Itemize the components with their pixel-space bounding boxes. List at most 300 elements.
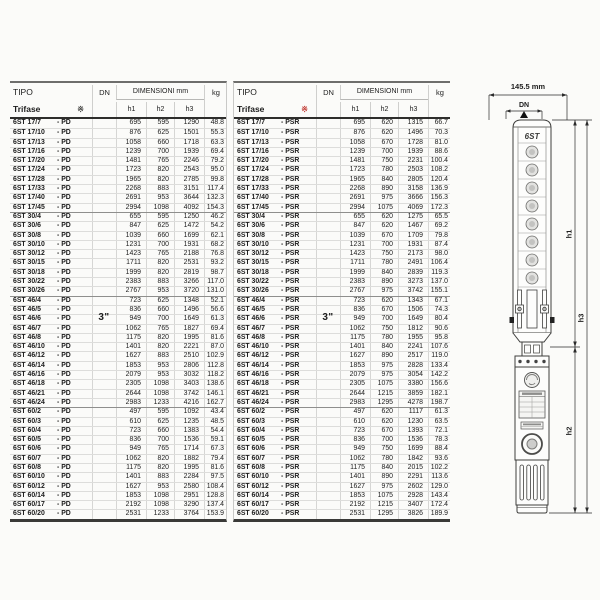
h1-cell: 723 [340, 427, 370, 435]
trifase-label: Trifase ※ [234, 102, 316, 117]
dn-cell [316, 250, 340, 258]
h2-cell: 975 [370, 194, 398, 202]
h2-cell: 700 [370, 436, 398, 444]
table-row [234, 156, 450, 165]
h2-cell: 700 [370, 148, 398, 156]
model-cell: 6ST 17/20 - PD [13, 157, 71, 165]
h1-cell: 2305 [116, 380, 146, 388]
model-cell: 6ST 17/45 - PSR [237, 203, 300, 211]
table-pd-body [10, 119, 226, 519]
kg-cell: 69.2 [428, 222, 451, 230]
model-cell: 6ST 46/16 - PSR [237, 371, 300, 379]
kg-cell: 67.1 [428, 297, 451, 305]
kg-cell: 48.5 [204, 418, 227, 426]
h2-cell: 625 [146, 222, 174, 230]
kg-cell: 131.0 [204, 287, 227, 295]
model-cell: 6ST 46/6 - PD [13, 315, 71, 323]
h1-cell: 1039 [116, 232, 146, 240]
h1-cell: 1039 [340, 232, 370, 240]
h2-cell: 620 [370, 119, 398, 128]
table-row [10, 324, 226, 333]
dn-cell [316, 241, 340, 249]
model-cell: 6ST 60/10 - PD [13, 473, 71, 481]
table-row [234, 212, 450, 221]
h1-cell: 1853 [116, 492, 146, 500]
model-cell: 6ST 30/26 - PSR [237, 287, 300, 295]
kg-cell: 95.0 [204, 166, 227, 174]
table-row [234, 249, 450, 258]
h1-cell: 836 [340, 436, 370, 444]
h2-cell: 620 [370, 222, 398, 230]
h1-cell: 2383 [340, 278, 370, 286]
h3-cell: 3644 [174, 194, 204, 202]
dn-cell [316, 492, 340, 500]
table-row [10, 351, 226, 360]
kg-cell: 74.3 [428, 306, 451, 314]
h2-cell: 820 [146, 259, 174, 267]
kg-cell: 136.9 [428, 185, 451, 193]
kg-blank-cell [428, 100, 451, 117]
kg-cell: 76.8 [204, 250, 227, 258]
model-cell: 6ST 46/24 - PSR [237, 398, 300, 406]
h3-cell: 1882 [174, 455, 204, 463]
kg-cell: 81.6 [204, 464, 227, 472]
dn-cell [316, 148, 340, 156]
h2-cell: 750 [370, 250, 398, 258]
kg-cell: 108.2 [428, 166, 451, 174]
h2-cell: 660 [146, 427, 174, 435]
h2-cell: 953 [146, 483, 174, 491]
h1-cell: 2305 [340, 380, 370, 388]
h3-cell: 3742 [398, 287, 428, 295]
model-cell: 6ST 46/8 - PSR [237, 333, 300, 341]
dn-cell [92, 362, 116, 370]
table-row [234, 482, 450, 491]
table-row [10, 184, 226, 193]
table-row [234, 165, 450, 174]
model-cell: 6ST 60/3 - PD [13, 417, 71, 425]
h2-cell: 953 [146, 371, 174, 379]
h2-cell: 890 [370, 352, 398, 360]
h2-cell: 820 [146, 455, 174, 463]
table-row [234, 509, 450, 518]
model-cell: 6ST 17/7 - PD [13, 119, 71, 126]
h1-cell: 1853 [116, 362, 146, 370]
table-row [10, 277, 226, 286]
h1-cell: 2268 [116, 185, 146, 193]
h3-cell: 1728 [398, 139, 428, 147]
table-row [10, 193, 226, 202]
model-cell: 6ST 46/21 - PD [13, 389, 71, 397]
h1-cell: 2767 [116, 287, 146, 295]
model-cell: 6ST 46/8 - PD [13, 333, 71, 341]
table-row [10, 231, 226, 240]
h2-cell: 1098 [146, 380, 174, 388]
dn-cell [92, 418, 116, 426]
dn-cell [316, 166, 340, 174]
h2-cell: 820 [146, 464, 174, 472]
dn-cell [316, 436, 340, 444]
dn-cell [92, 232, 116, 240]
table-row [10, 119, 226, 128]
h2-cell: 750 [370, 445, 398, 453]
table-row [234, 370, 450, 379]
table-psr-body [234, 119, 450, 519]
kg-cell: 95.8 [428, 334, 451, 342]
h3-cell: 2173 [398, 250, 428, 258]
h3-cell: 2491 [398, 259, 428, 267]
h1-column-label: h1 [340, 102, 370, 117]
kg-cell: 79.4 [204, 455, 227, 463]
h3-cell: 1842 [398, 455, 428, 463]
h2-cell: 1098 [146, 390, 174, 398]
h2-cell: 890 [370, 278, 398, 286]
dn-cell [316, 371, 340, 379]
model-cell: 6ST 17/16 - PSR [237, 147, 300, 155]
kg-cell: 198.7 [428, 399, 451, 407]
h1-dimension-label: h1 [564, 229, 574, 239]
table-row [234, 491, 450, 500]
h3-cell: 2015 [398, 464, 428, 472]
h2-column-label: h2 [146, 102, 174, 117]
h3-cell: 3764 [174, 510, 204, 518]
h3-cell: 1467 [398, 222, 428, 230]
h3-cell: 2503 [398, 166, 428, 174]
h1-cell: 2079 [340, 371, 370, 379]
h1-cell: 2192 [116, 501, 146, 509]
table-row [234, 435, 450, 444]
kg-cell: 88.6 [428, 148, 451, 156]
h3-cell: 1931 [398, 241, 428, 249]
model-cell: 6ST 30/26 - PD [13, 287, 71, 295]
kg-cell: 102.9 [204, 352, 227, 360]
h2-cell: 780 [370, 166, 398, 174]
h3-cell: 1709 [398, 232, 428, 240]
table-row [234, 305, 450, 314]
h3-dimension-label: h3 [576, 313, 586, 323]
h2-cell: 1098 [146, 501, 174, 509]
dn-cell [316, 185, 340, 193]
h3-cell: 2531 [174, 259, 204, 267]
h3-cell: 1536 [174, 436, 204, 444]
tipo-label: TIPO [237, 87, 257, 97]
table-row [10, 212, 226, 221]
h3-cell: 2928 [398, 492, 428, 500]
h3-cell: 1995 [174, 334, 204, 342]
h2-cell: 820 [146, 269, 174, 277]
h3-cell: 1275 [398, 213, 428, 221]
model-cell: 6ST 30/6 - PSR [237, 222, 300, 230]
kg-cell: 70.3 [428, 129, 451, 137]
tipo-label: TIPO [13, 87, 33, 97]
model-cell: 6ST 60/5 - PD [13, 436, 71, 444]
h1-cell: 1711 [116, 259, 146, 267]
model-cell: 6ST 17/40 - PSR [237, 194, 300, 202]
dn-cell [316, 399, 340, 407]
table-row [10, 165, 226, 174]
h3-cell: 3158 [398, 185, 428, 193]
model-cell: 6ST 30/12 - PSR [237, 250, 300, 258]
table-row [234, 231, 450, 240]
table-row [10, 221, 226, 230]
h3-column-label: h3 [398, 102, 428, 117]
h3-cell: 4216 [174, 399, 204, 407]
h1-cell: 1423 [116, 250, 146, 258]
model-cell: 6ST 60/10 - PSR [237, 473, 300, 481]
h1-cell: 1175 [340, 334, 370, 342]
table-row [234, 342, 450, 351]
model-cell: 6ST 60/17 - PSR [237, 501, 300, 509]
dn-cell [316, 473, 340, 481]
h1-cell: 610 [116, 418, 146, 426]
table-row [10, 500, 226, 509]
model-cell: 6ST 60/14 - PD [13, 491, 71, 499]
h2-cell: 780 [370, 334, 398, 342]
h1-cell: 949 [340, 445, 370, 453]
dn-cell [92, 464, 116, 472]
kg-cell: 69.4 [204, 325, 227, 333]
kg-cell: 156.3 [428, 194, 451, 202]
h3-cell: 4278 [398, 399, 428, 407]
dn-cell [92, 185, 116, 193]
h2-column-label: h2 [370, 102, 398, 117]
h1-cell: 1853 [340, 362, 370, 370]
h1-column-label: h1 [116, 102, 146, 117]
h1-cell: 1627 [116, 483, 146, 491]
h3-cell: 1393 [398, 427, 428, 435]
h2-cell: 1098 [146, 204, 174, 212]
dn-cell [316, 352, 340, 360]
dn-cell [92, 259, 116, 267]
h2-cell: 1233 [146, 399, 174, 407]
width-dimension-label: 145.5 mm [510, 82, 546, 91]
dimensioni-label: DIMENSIONI mm [116, 85, 204, 100]
h3-cell: 3054 [398, 371, 428, 379]
model-cell: 6ST 60/3 - PSR [237, 417, 300, 425]
cable-clamp-icon [510, 317, 515, 323]
table-row [234, 500, 450, 509]
h3-cell: 4069 [398, 204, 428, 212]
dn-cell [316, 222, 340, 230]
dn-cell [316, 510, 340, 518]
dn-cell [92, 334, 116, 342]
h3-cell: 3032 [174, 371, 204, 379]
h1-cell: 723 [340, 297, 370, 305]
kg-cell: 156.6 [428, 380, 451, 388]
kg-cell: 54.4 [204, 427, 227, 435]
dn-cell [92, 510, 116, 518]
model-cell: 6ST 46/18 - PSR [237, 380, 300, 388]
h1-cell: 2079 [116, 371, 146, 379]
kg-cell: 132.3 [204, 194, 227, 202]
h2-cell: 890 [370, 185, 398, 193]
h2-cell: 620 [370, 213, 398, 221]
kg-cell: 146.1 [204, 390, 227, 398]
h2-cell: 625 [146, 129, 174, 137]
h1-cell: 1481 [340, 157, 370, 165]
model-cell: 6ST 46/4 - PSR [237, 296, 300, 304]
dn-cell [92, 501, 116, 509]
model-cell: 6ST 46/21 - PSR [237, 389, 300, 397]
kg-cell: 117.0 [204, 278, 227, 286]
model-cell: 6ST 30/4 - PD [13, 212, 71, 220]
model-cell: 6ST 46/5 - PSR [237, 305, 300, 313]
h3-cell: 1714 [174, 445, 204, 453]
h3-cell: 1315 [398, 119, 428, 128]
table-row [234, 314, 450, 323]
kg-cell: 80.4 [428, 315, 451, 323]
h2-cell: 1233 [146, 510, 174, 518]
h2-cell: 883 [146, 473, 174, 481]
h3-cell: 2951 [174, 492, 204, 500]
h1-cell: 655 [116, 213, 146, 221]
table-row [10, 426, 226, 435]
dn-cell [316, 278, 340, 286]
h3-cell: 1343 [398, 297, 428, 305]
dn-cell [316, 259, 340, 267]
h2-cell: 883 [146, 278, 174, 286]
kg-cell: 98.0 [428, 250, 451, 258]
table-row [10, 240, 226, 249]
model-cell: 6ST 46/18 - PD [13, 380, 71, 388]
h1-cell: 1423 [340, 250, 370, 258]
dn-cell [92, 157, 116, 165]
dn-cell [316, 408, 340, 416]
kg-cell: 63.3 [204, 139, 227, 147]
kg-cell: 61.3 [428, 408, 451, 416]
h2-cell: 700 [146, 241, 174, 249]
table-row [10, 138, 226, 147]
kg-cell: 54.2 [204, 222, 227, 230]
dn-cell [92, 194, 116, 202]
model-cell: 6ST 60/20 - PSR [237, 510, 300, 518]
h1-cell: 1853 [340, 492, 370, 500]
dn-cell [316, 204, 340, 212]
h2-cell: 700 [146, 148, 174, 156]
table-row [10, 147, 226, 156]
model-cell: 6ST 60/4 - PSR [237, 426, 300, 434]
h3-cell: 1939 [398, 148, 428, 156]
model-cell: 6ST 46/10 - PD [13, 343, 71, 351]
h1-cell: 695 [340, 119, 370, 128]
h1-cell: 847 [116, 222, 146, 230]
h3-cell: 1812 [398, 325, 428, 333]
table-row [234, 417, 450, 426]
h1-cell: 1965 [116, 176, 146, 184]
table-row [234, 286, 450, 295]
h1-cell: 1231 [116, 241, 146, 249]
dimensioni-label: DIMENSIONI mm [340, 85, 428, 100]
h2-cell: 700 [146, 315, 174, 323]
h3-cell: 1995 [174, 464, 204, 472]
h2-cell: 670 [370, 427, 398, 435]
table-row [234, 463, 450, 472]
h1-cell: 610 [340, 418, 370, 426]
kg-cell: 129.0 [428, 483, 451, 491]
h1-cell: 1058 [340, 139, 370, 147]
h3-cell: 2543 [174, 166, 204, 174]
h2-cell: 765 [146, 250, 174, 258]
model-cell: 6ST 46/5 - PD [13, 305, 71, 313]
h2-cell: 1075 [370, 204, 398, 212]
h2-cell: 1295 [370, 399, 398, 407]
dn-cell [92, 129, 116, 137]
h2-cell: 700 [370, 315, 398, 323]
dn-cell [316, 157, 340, 165]
h2-cell: 750 [370, 157, 398, 165]
h3-column-label: h3 [174, 102, 204, 117]
table-row [10, 389, 226, 398]
table-row [10, 333, 226, 342]
table-row [234, 119, 450, 128]
h2-cell: 660 [146, 306, 174, 314]
dn-cell [92, 166, 116, 174]
kg-cell: 90.6 [428, 325, 451, 333]
h2-cell: 890 [370, 473, 398, 481]
kg-cell: 46.2 [204, 213, 227, 221]
table-row [234, 277, 450, 286]
kg-cell: 65.5 [428, 213, 451, 221]
dn-cell [316, 297, 340, 305]
ribbed-bottom-section [516, 460, 548, 513]
h1-cell: 2192 [340, 501, 370, 509]
kg-blank-cell [204, 100, 227, 117]
model-cell: 6ST 60/8 - PSR [237, 463, 300, 471]
reference-mark-icon: ※ [301, 105, 308, 114]
dn-cell [316, 427, 340, 435]
h2-cell: 1295 [370, 510, 398, 518]
h1-cell: 2691 [340, 194, 370, 202]
kg-cell: 79.2 [204, 157, 227, 165]
h3-cell: 1092 [174, 408, 204, 416]
table-row [10, 463, 226, 472]
h2-cell: 975 [370, 371, 398, 379]
kg-cell: 172.4 [428, 501, 451, 509]
h3-cell: 3151 [174, 185, 204, 193]
kg-cell: 97.5 [204, 473, 227, 481]
h1-cell: 949 [116, 445, 146, 453]
table-row [234, 193, 450, 202]
table-row [10, 286, 226, 295]
h3-cell: 3403 [174, 380, 204, 388]
table-row [234, 426, 450, 435]
dn-cell [92, 269, 116, 277]
h3-cell: 2291 [398, 473, 428, 481]
dn-cell [92, 371, 116, 379]
model-cell: 6ST 60/6 - PD [13, 445, 71, 453]
h1-cell: 836 [340, 306, 370, 314]
h2-cell: 620 [370, 418, 398, 426]
h2-cell: 820 [146, 166, 174, 174]
dn-column-label: DN [92, 85, 116, 100]
h2-cell: 595 [146, 213, 174, 221]
model-cell: 6ST 17/13 - PSR [237, 138, 300, 146]
h3-cell: 1827 [174, 325, 204, 333]
dn-cell [92, 287, 116, 295]
kg-cell: 98.7 [204, 269, 227, 277]
h2-cell: 820 [146, 176, 174, 184]
table-row [234, 138, 450, 147]
h1-cell: 1965 [340, 176, 370, 184]
pump-technical-drawing [480, 76, 600, 528]
table-row [234, 407, 450, 416]
h3-cell: 1536 [398, 436, 428, 444]
table-row [234, 333, 450, 342]
h1-cell: 2983 [116, 399, 146, 407]
h2-cell: 670 [370, 306, 398, 314]
h3-cell: 3290 [174, 501, 204, 509]
dn-cell [92, 297, 116, 305]
